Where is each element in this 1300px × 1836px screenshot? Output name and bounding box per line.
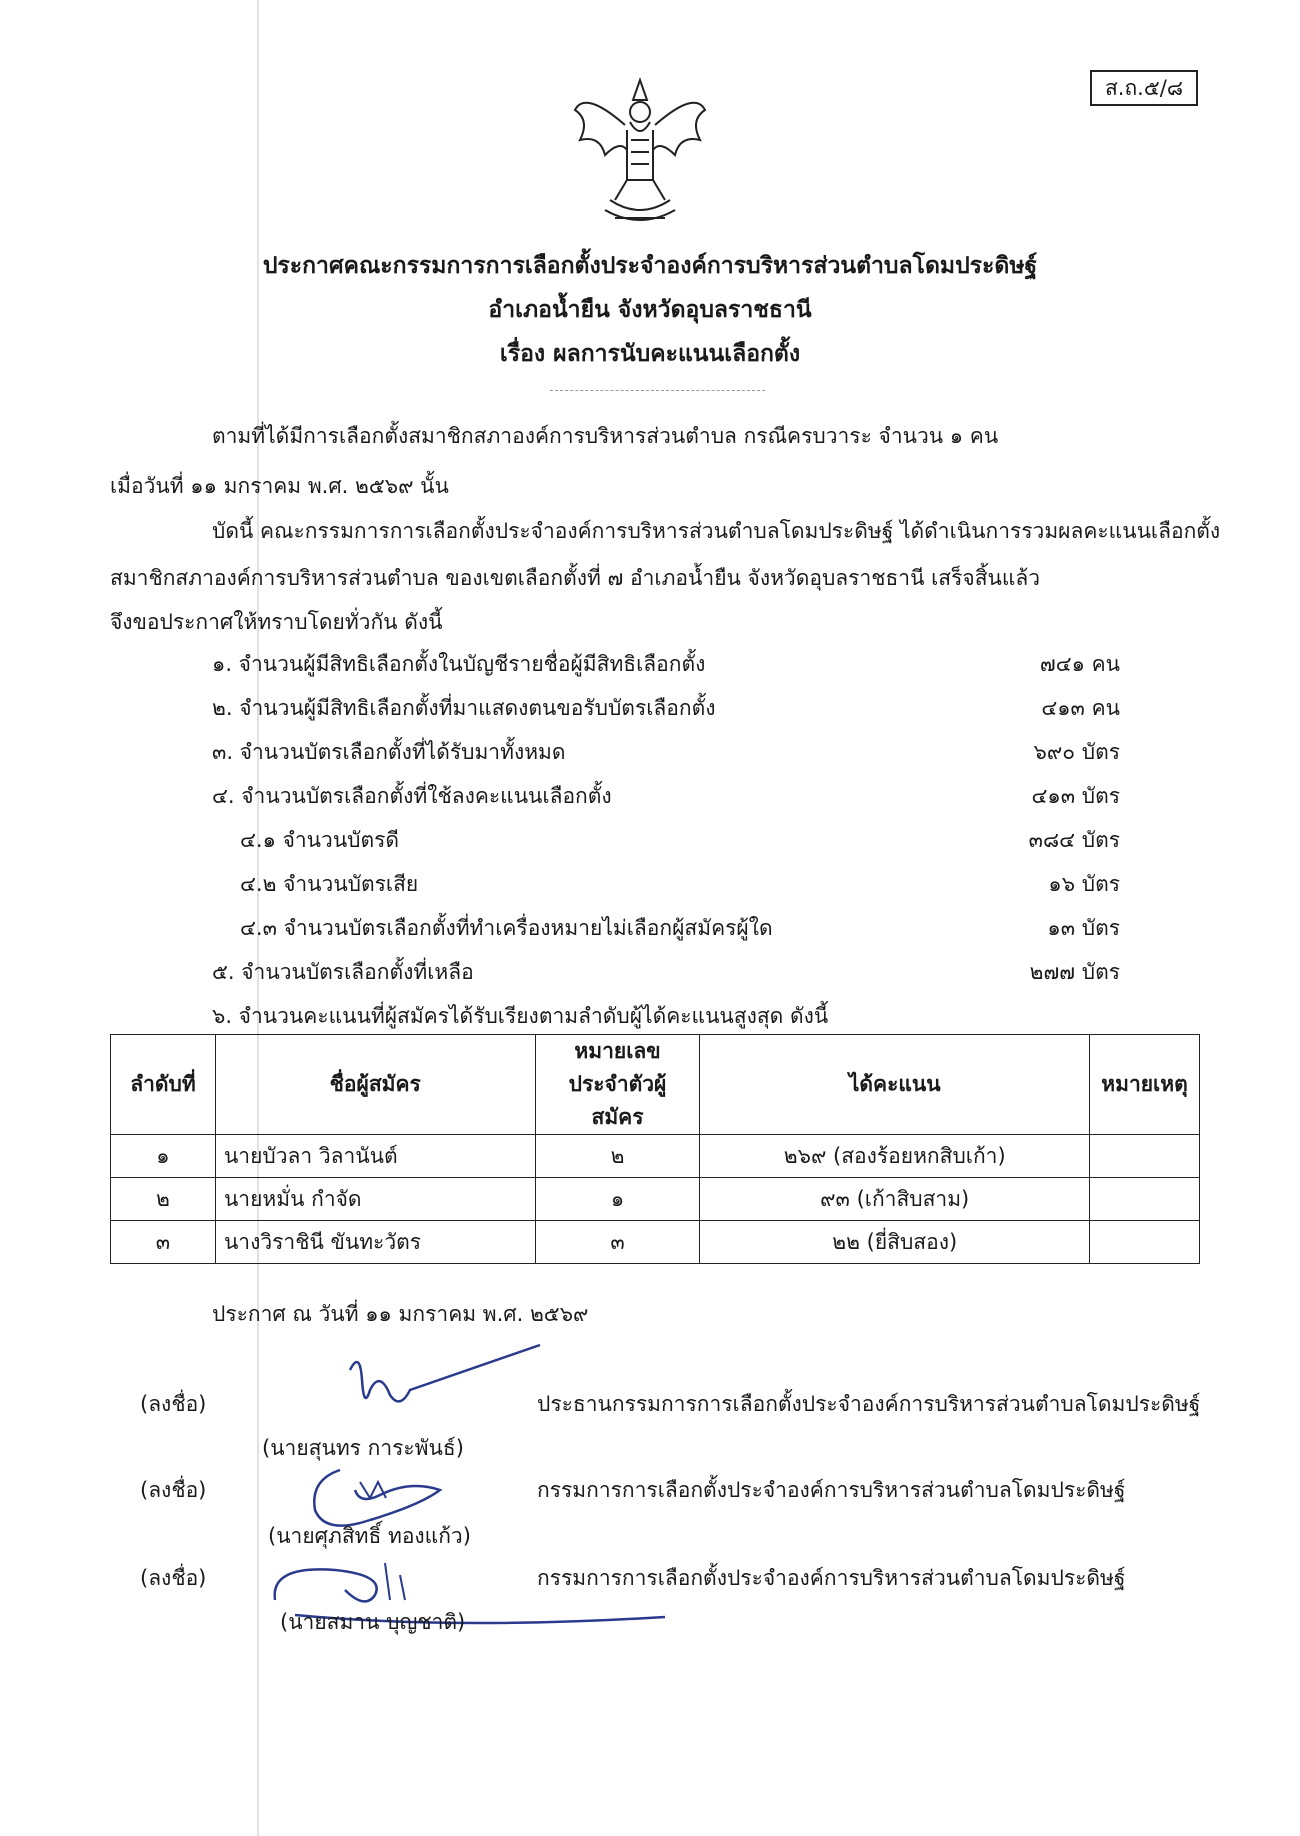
- garuda-emblem-icon: [565, 70, 715, 230]
- item-4-value: ๔๑๓ บัตร: [1031, 784, 1120, 808]
- form-code-box: ส.ถ.๕/๘: [1090, 70, 1198, 106]
- signature-1-role: ประธานกรรมการการเลือกตั้งประจำองค์การบริหารส่วนตำบลโดมประดิษฐ์: [537, 1392, 1201, 1416]
- header-number-line-1: หมายเลข: [574, 1039, 661, 1063]
- header-votes: ได้คะแนน: [700, 1035, 1090, 1135]
- item-4-2-label: ๔.๒ จำนวนบัตรเสีย: [240, 872, 419, 896]
- signature-2-role: กรรมการการเลือกตั้งประจำองค์การบริหารส่วนตำบลโดมประดิษฐ์: [537, 1478, 1126, 1502]
- row-candidate-number: ๑: [535, 1178, 700, 1221]
- paragraph-2-line-3: จึงขอประกาศให้ทราบโดยทั่วกัน ดังนี้: [110, 610, 443, 634]
- row-remark: [1089, 1135, 1199, 1178]
- row-rank: ๑: [111, 1135, 216, 1178]
- header-remark: หมายเหตุ: [1089, 1035, 1199, 1135]
- row-candidate-name: นายหมั่น กำจัด: [215, 1178, 535, 1221]
- item-4-2-value: ๑๖ บัตร: [1048, 872, 1120, 896]
- signature-3-role: กรรมการการเลือกตั้งประจำองค์การบริหารส่วนตำบลโดมประดิษฐ์: [537, 1566, 1126, 1590]
- signature-2-label: (ลงชื่อ): [140, 1478, 207, 1502]
- header-candidate-number: [535, 1035, 700, 1135]
- signature-3-label: (ลงชื่อ): [140, 1566, 207, 1590]
- item-4-1-value: ๓๘๔ บัตร: [1028, 828, 1120, 852]
- signature-1-label: (ลงชื่อ): [140, 1392, 207, 1416]
- item-6-label: ๖. จำนวนคะแนนที่ผู้สมัครได้รับเรียงตามลำดับผู้ได้คะแนนสูงสุด ดังนี้: [212, 1004, 829, 1028]
- item-5-label: ๕. จำนวนบัตรเลือกตั้งที่เหลือ: [212, 960, 474, 984]
- row-rank: ๒: [111, 1178, 216, 1221]
- header-candidate-name: ชื่อผู้สมัคร: [215, 1035, 535, 1135]
- item-2-value: ๔๑๓ คน: [1041, 696, 1120, 720]
- item-4-label: ๔. จำนวนบัตรเลือกตั้งที่ใช้ลงคะแนนเลือกตั้ง: [212, 784, 612, 808]
- paragraph-1-line-1: ตามที่ได้มีการเลือกตั้งสมาชิกสภาองค์การบริหารส่วนตำบล กรณีครบวาระ จำนวน ๑ คน: [212, 424, 999, 448]
- item-2-label: ๒. จำนวนผู้มีสิทธิเลือกตั้งที่มาแสดงตนขอรับบัตรเลือกตั้ง: [212, 696, 716, 720]
- signature-3-name: (นายสมาน บุญชาติ): [280, 1610, 466, 1634]
- row-rank: ๓: [111, 1221, 216, 1264]
- table-row: [111, 1178, 1200, 1221]
- row-candidate-name: นายบัวลา วิลานันต์: [215, 1135, 535, 1178]
- item-5-value: ๒๗๗ บัตร: [1029, 960, 1120, 984]
- item-3-value: ๖๙๐ บัตร: [1033, 740, 1120, 764]
- results-table: [110, 1034, 1200, 1264]
- row-votes: ๙๓ (เก้าสิบสาม): [700, 1178, 1090, 1221]
- item-1-value: ๗๔๑ คน: [1039, 652, 1120, 676]
- header-rank: ลำดับที่: [111, 1035, 216, 1135]
- paragraph-1-line-2: เมื่อวันที่ ๑๑ มกราคม พ.ศ. ๒๕๖๙ นั้น: [110, 474, 449, 498]
- row-candidate-number: ๓: [535, 1221, 700, 1264]
- row-candidate-name: นางวิราชินี ขันทะวัตร: [215, 1221, 535, 1264]
- paragraph-2-line-2: สมาชิกสภาองค์การบริหารส่วนตำบล ของเขตเลือกตั้งที่ ๗ อำเภอน้ำยืน จังหวัดอุบลราชธานี เสร็จสิ้นแล้ว: [110, 566, 1041, 590]
- announcement-date: ประกาศ ณ วันที่ ๑๑ มกราคม พ.ศ. ๒๕๖๙: [212, 1302, 589, 1326]
- table-header-row: [111, 1035, 1200, 1135]
- title-divider: [550, 390, 765, 391]
- item-4-3-label: ๔.๓ จำนวนบัตรเลือกตั้งที่ทำเครื่องหมายไม่เลือกผู้สมัครผู้ใด: [240, 916, 773, 940]
- row-remark: [1089, 1221, 1199, 1264]
- item-1-label: ๑. จำนวนผู้มีสิทธิเลือกตั้งในบัญชีรายชื่อผู้มีสิทธิเลือกตั้ง: [212, 652, 706, 676]
- item-4-1-label: ๔.๑ จำนวนบัตรดี: [240, 828, 400, 852]
- title-line-3: เรื่อง ผลการนับคะแนนเลือกตั้ง: [499, 341, 801, 367]
- title-line-2: อำเภอน้ำยืน จังหวัดอุบลราชธานี: [488, 297, 812, 323]
- title-line-1: ประกาศคณะกรรมการการเลือกตั้งประจำองค์การบริหารส่วนตำบลโดมประดิษฐ์: [262, 253, 1038, 279]
- signature-1-name: (นายสุนทร การะพันธ์): [262, 1436, 464, 1460]
- header-number-line-2: ประจำตัวผู้สมัคร: [568, 1072, 667, 1129]
- signature-2-name: (นายศุภสิทธิ์ ทองแก้ว): [268, 1524, 471, 1548]
- item-4-3-value: ๑๓ บัตร: [1047, 916, 1120, 940]
- row-votes: ๒๖๙ (สองร้อยหกสิบเก้า): [700, 1135, 1090, 1178]
- item-3-label: ๓. จำนวนบัตรเลือกตั้งที่ได้รับมาทั้งหมด: [212, 740, 566, 764]
- row-remark: [1089, 1178, 1199, 1221]
- table-row: [111, 1135, 1200, 1178]
- signature-1-mark-icon: [330, 1340, 560, 1430]
- row-votes: ๒๒ (ยี่สิบสอง): [700, 1221, 1090, 1264]
- table-row: [111, 1221, 1200, 1264]
- paragraph-2-line-1: บัดนี้ คณะกรรมการการเลือกตั้งประจำองค์การบริหารส่วนตำบลโดมประดิษฐ์ ได้ดำเนินการรวมผลคะแนนเลือกตั้ง: [212, 519, 1221, 543]
- row-candidate-number: ๒: [535, 1135, 700, 1178]
